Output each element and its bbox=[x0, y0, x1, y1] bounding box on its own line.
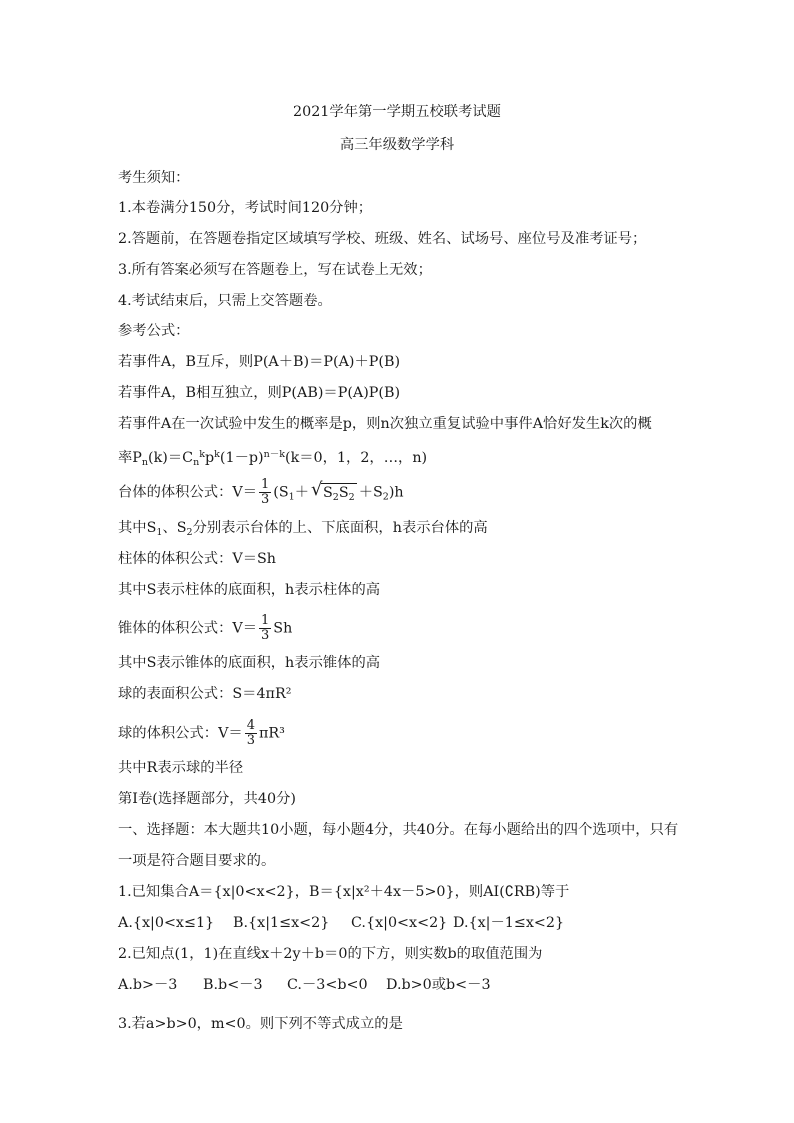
sqrt-sub1: 2 bbox=[332, 491, 339, 503]
cone-frac-den: 3 bbox=[261, 628, 270, 643]
question-1-option-b: B.{x|1≤x<2} bbox=[233, 915, 330, 931]
question-1-option-a: A.{x|0<x≤1} bbox=[118, 915, 215, 931]
frustum-description bbox=[118, 518, 488, 543]
formula-prism: 柱体的体积公式：V＝Sh bbox=[118, 551, 276, 567]
binomial-exp: n－k bbox=[263, 449, 286, 460]
frustum-desc-sub1: 1 bbox=[156, 527, 163, 538]
formula-independent: 若事件A，B相互独立，则P(AB)＝P(A)P(B) bbox=[118, 385, 401, 401]
cone-frac-num: 1 bbox=[261, 613, 270, 628]
binomial-prefix: 率P bbox=[118, 450, 142, 466]
binomial-mid1: (k)＝C bbox=[148, 450, 194, 466]
binomial-mid3: (1－p) bbox=[219, 450, 264, 466]
binomial-n-sub: n bbox=[141, 457, 149, 468]
frustum-plus1: ＋ bbox=[294, 484, 309, 501]
cone-label: 锥体的体积公式：V＝ bbox=[118, 620, 257, 637]
binomial-p-sup: k bbox=[214, 449, 220, 460]
part1-instruction-line2: 一项是符合题目要求的。 bbox=[118, 853, 276, 869]
formula-cone bbox=[118, 614, 292, 643]
question-1-option-c: C.{x|0<x<2} bbox=[351, 915, 448, 931]
frustum-desc-sub2: 2 bbox=[186, 527, 193, 538]
frustum-sqrt bbox=[311, 478, 357, 508]
formula-mutually-exclusive: 若事件A，B互斥，则P(A＋B)＝P(A)＋P(B) bbox=[118, 354, 401, 370]
notice-item-2: 2.答题前，在答题卷指定区域填写学校、班级、姓名、试场号、座位号及准考证号； bbox=[118, 231, 647, 247]
question-2-option-a: A.b>－3 bbox=[118, 977, 178, 993]
frustum-label: 台体的体积公式：V＝ bbox=[118, 484, 257, 501]
sphere-vol-label: 球的体积公式：V＝ bbox=[118, 725, 243, 742]
sqrt-radical-icon: √ bbox=[311, 478, 323, 500]
frustum-desc-c: 分别表示台体的上、下底面积，h表示台体的高 bbox=[192, 520, 488, 536]
part1-title: 第Ⅰ卷(选择题部分，共40分) bbox=[118, 791, 296, 807]
frustum-a: (S bbox=[273, 484, 289, 501]
question-1-stem: 1.已知集合A＝{x|0<x<2}，B＝{x|x²＋4x－5>0}，则AI(∁RB)等于 bbox=[118, 884, 570, 900]
cone-tail: Sh bbox=[273, 620, 293, 637]
notice-item-3: 3.所有答案必须写在答题卷上，写在试卷上无效； bbox=[118, 262, 432, 278]
formula-sphere-area: 球的表面积公式：S＝4πR² bbox=[118, 686, 292, 702]
binomial-suffix: (k＝0，1，2，…，n) bbox=[285, 450, 428, 466]
formula-sphere-volume bbox=[118, 719, 285, 748]
frustum-plus2: ＋S bbox=[358, 484, 383, 501]
sqrt-sub2: 2 bbox=[348, 491, 355, 503]
question-2-option-b: B.b<－3 bbox=[203, 977, 263, 993]
sqrt-s2: S bbox=[338, 484, 349, 501]
cone-description: 其中S表示锥体的底面积，h表示锥体的高 bbox=[118, 655, 381, 671]
question-1-option-d: D.{x|－1≤x<2} bbox=[453, 915, 565, 931]
exam-subtitle: 高三年级数学学科 bbox=[339, 137, 455, 153]
formula-frustum bbox=[118, 478, 404, 508]
frustum-frac-num: 1 bbox=[261, 477, 270, 492]
frustum-a-sub: 1 bbox=[288, 491, 295, 503]
frustum-b-sub: 2 bbox=[382, 491, 389, 503]
frustum-frac-den: 3 bbox=[261, 492, 270, 507]
question-2-options bbox=[118, 975, 491, 995]
formula-binomial-line1: 若事件A在一次试验中发生的概率是p，则n次独立重复试验中事件A恰好发生k次的概 bbox=[118, 416, 652, 432]
sqrt-s1: S bbox=[323, 484, 333, 501]
formulas-heading: 参考公式： bbox=[118, 323, 190, 339]
sphere-description: 共中R表示球的半径 bbox=[118, 760, 244, 776]
binomial-c-sub: n bbox=[193, 457, 200, 468]
notice-item-1: 1.本卷满分150分，考试时间120分钟； bbox=[118, 200, 373, 216]
question-2-stem: 2.已知点(1，1)在直线x＋2y＋b＝0的下方，则实数b的取值范围为 bbox=[118, 946, 543, 962]
notice-item-4: 4.考试结束后，只需上交答题卷。 bbox=[118, 293, 332, 309]
notice-heading: 考生须知： bbox=[118, 170, 190, 186]
frustum-end: )h bbox=[388, 484, 404, 501]
question-2-option-d: D.b>0或b<－3 bbox=[386, 977, 491, 993]
sphere-fraction bbox=[245, 719, 257, 748]
sphere-tail: πR³ bbox=[258, 725, 285, 742]
frustum-desc-a: 其中S bbox=[118, 520, 157, 536]
cone-fraction bbox=[259, 614, 271, 643]
binomial-c-sup: k bbox=[199, 449, 205, 460]
sphere-frac-num: 4 bbox=[246, 718, 255, 733]
frustum-desc-b: 、S bbox=[162, 520, 187, 536]
question-3-stem: 3.若a>b>0，m<0。则下列不等式成立的是 bbox=[118, 1016, 403, 1032]
frustum-fraction bbox=[259, 478, 271, 507]
part1-instruction-line1: 一、选择题：本大题共10小题，每小题4分，共40分。在每小题给出的四个选项中，只有 bbox=[118, 822, 679, 838]
exam-title: 2021学年第一学期五校联考试题 bbox=[293, 104, 501, 120]
prism-description: 其中S表示柱体的底面积，h表示柱体的高 bbox=[118, 582, 381, 598]
binomial-mid2: p bbox=[205, 450, 215, 466]
question-1-options bbox=[118, 913, 564, 933]
sphere-frac-den: 3 bbox=[246, 733, 255, 748]
question-2-option-c: C.－3<b<0 bbox=[287, 977, 368, 993]
formula-binomial-line2 bbox=[118, 445, 427, 473]
